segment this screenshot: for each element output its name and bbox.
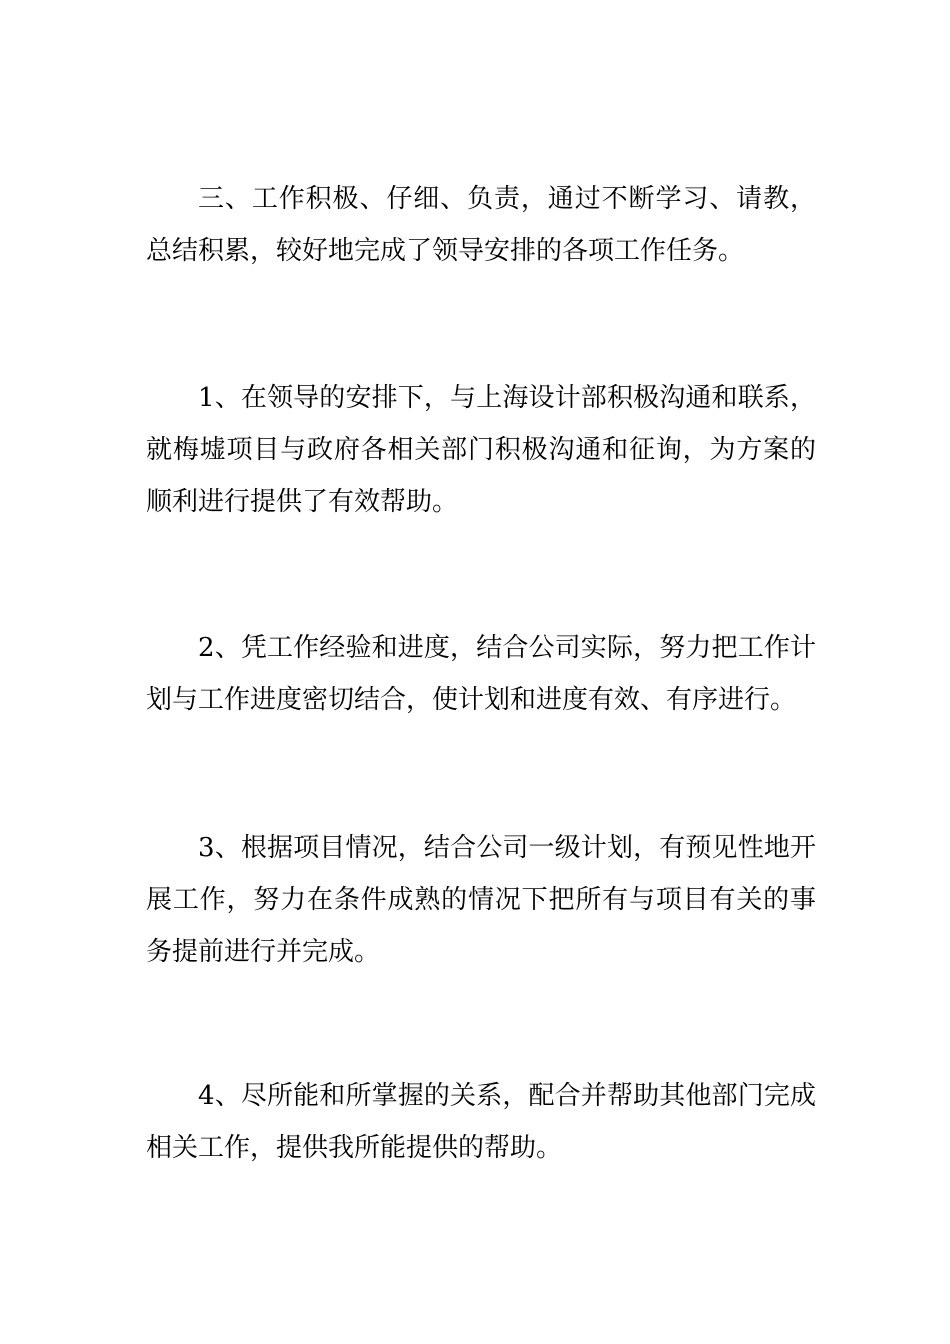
paragraph-item-4: 4、尽所能和所掌握的关系，配合并帮助其他部门完成相关工作，提供我所能提供的帮助。: [146, 1081, 816, 1163]
paragraph-item-2: 2、凭工作经验和进度，结合公司实际，努力把工作计划与工作进度密切结合，使计划和进度有效、有序进行。: [146, 633, 816, 715]
paragraph-section-3: 三、工作积极、仔细、负责，通过不断学习、请教，总结积累，较好地完成了领导安排的各项工作任务。: [146, 184, 816, 266]
paragraph-item-1: 1、在领导的安排下，与上海设计部积极沟通和联系，就梅墟项目与政府各相关部门积极沟通和征询，为方案的顺利进行提供了有效帮助。: [146, 383, 816, 517]
paragraph-item-3: 3、根据项目情况，结合公司一级计划，有预见性地开展工作，努力在条件成熟的情况下把所有与项目有关的事务提前进行并完成。: [146, 833, 816, 967]
